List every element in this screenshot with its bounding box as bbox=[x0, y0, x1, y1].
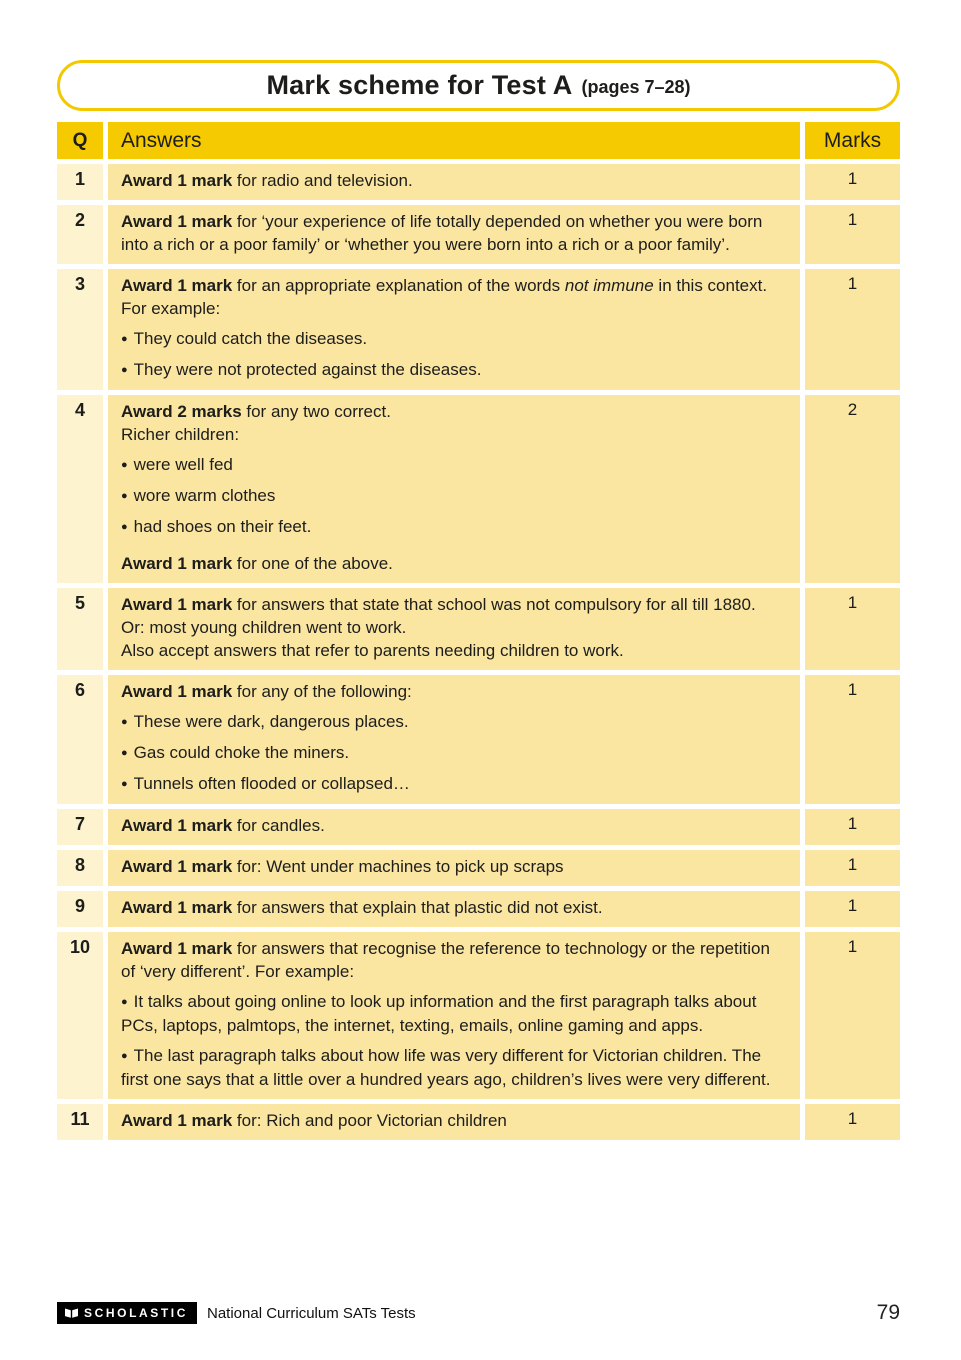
column-header-marks: Marks bbox=[805, 122, 900, 159]
marks-cell: 1 bbox=[805, 588, 900, 670]
marks-cell: 1 bbox=[805, 1104, 900, 1140]
question-number-cell: 3 bbox=[57, 269, 103, 390]
question-number-cell: 10 bbox=[57, 932, 103, 1099]
question-number-cell: 11 bbox=[57, 1104, 103, 1140]
answer-bullet: ● were well fed bbox=[121, 455, 233, 474]
answer-bullet: ● These were dark, dangerous places. bbox=[121, 712, 409, 731]
answer-cell bbox=[108, 205, 800, 264]
answer-cell bbox=[108, 395, 800, 583]
answer-paragraph: Award 1 mark for: Rich and poor Victorian children bbox=[121, 1111, 507, 1130]
answer-paragraph: Award 1 mark for radio and television. bbox=[121, 171, 413, 190]
answer-paragraph: Award 1 mark for one of the above. bbox=[121, 554, 393, 573]
mark-scheme-table bbox=[57, 122, 900, 1140]
bullet-icon: ● bbox=[121, 333, 128, 345]
answer-cell bbox=[108, 932, 800, 1099]
open-book-icon bbox=[64, 1307, 79, 1319]
question-number-cell: 8 bbox=[57, 850, 103, 886]
bullet-icon: ● bbox=[121, 490, 128, 502]
column-header-q: Q bbox=[57, 122, 103, 159]
marks-cell: 1 bbox=[805, 809, 900, 845]
answer-paragraph: Award 1 mark for: Went under machines to pick up scraps bbox=[121, 857, 564, 876]
page-footer bbox=[57, 1301, 900, 1325]
answer-cell bbox=[108, 850, 800, 886]
question-number-cell: 9 bbox=[57, 891, 103, 927]
question-number-cell: 1 bbox=[57, 164, 103, 200]
answer-paragraph: Or: most young children went to work. bbox=[121, 618, 407, 637]
series-title: National Curriculum SATs Tests bbox=[207, 1304, 416, 1322]
marks-cell: 1 bbox=[805, 891, 900, 927]
answer-bullet: ● had shoes on their feet. bbox=[121, 517, 312, 536]
answer-cell bbox=[108, 891, 800, 927]
column-header-answers: Answers bbox=[108, 122, 800, 159]
marks-cell: 1 bbox=[805, 932, 900, 1099]
title-box bbox=[57, 60, 900, 111]
bullet-icon: ● bbox=[121, 747, 128, 759]
answer-paragraph: Award 1 mark for answers that recognise the reference to technology or the repetition of ‘very different’. For example: bbox=[121, 939, 770, 981]
answer-paragraph: Award 1 mark for an appropriate explanation of the words not immune in this context. For example: bbox=[121, 276, 768, 318]
question-number-cell: 7 bbox=[57, 809, 103, 845]
answer-bullet: ● It talks about going online to look up information and the first paragraph talks about PCs, laptops, palmtops, the internet, texting, emails, online gaming and apps. bbox=[121, 992, 757, 1035]
answer-bullet: ● They were not protected against the diseases. bbox=[121, 360, 482, 379]
bullet-icon: ● bbox=[121, 716, 128, 728]
bullet-icon: ● bbox=[121, 364, 128, 376]
answer-cell bbox=[108, 1104, 800, 1140]
answer-cell bbox=[108, 588, 800, 670]
marks-cell: 1 bbox=[805, 269, 900, 390]
answer-paragraph: Award 1 mark for candles. bbox=[121, 816, 325, 835]
answer-bullet: ● wore warm clothes bbox=[121, 486, 276, 505]
bullet-icon: ● bbox=[121, 778, 128, 790]
page-number: 79 bbox=[876, 1301, 900, 1324]
marks-cell: 1 bbox=[805, 205, 900, 264]
answer-bullet: ● They could catch the diseases. bbox=[121, 329, 368, 348]
marks-cell: 1 bbox=[805, 164, 900, 200]
question-number-cell: 5 bbox=[57, 588, 103, 670]
question-number-cell: 6 bbox=[57, 675, 103, 804]
marks-cell: 2 bbox=[805, 395, 900, 583]
answer-bullet: ● Gas could choke the miners. bbox=[121, 743, 350, 762]
answer-cell bbox=[108, 269, 800, 390]
answer-paragraph: Award 1 mark for answers that state that school was not compulsory for all till 1880. bbox=[121, 595, 756, 614]
bullet-icon: ● bbox=[121, 1050, 128, 1062]
answer-paragraph: Richer children: bbox=[121, 425, 240, 444]
scholastic-logo bbox=[57, 1302, 197, 1324]
answer-cell bbox=[108, 164, 800, 200]
answer-paragraph: Award 1 mark for any of the following: bbox=[121, 682, 412, 701]
answer-paragraph: Award 2 marks for any two correct. bbox=[121, 402, 391, 421]
answer-cell bbox=[108, 809, 800, 845]
marks-cell: 1 bbox=[805, 850, 900, 886]
question-number-cell: 2 bbox=[57, 205, 103, 264]
answer-paragraph: Award 1 mark for answers that explain that plastic did not exist. bbox=[121, 898, 603, 917]
question-number-cell: 4 bbox=[57, 395, 103, 583]
scholastic-logo-text: SCHOLASTIC bbox=[84, 1306, 188, 1320]
bullet-icon: ● bbox=[121, 996, 128, 1008]
answer-cell bbox=[108, 675, 800, 804]
publisher-info bbox=[57, 1302, 416, 1324]
marks-cell: 1 bbox=[805, 675, 900, 804]
answer-paragraph: Award 1 mark for ‘your experience of life totally depended on whether you were born into a rich or a poor family’ or ‘whether you were born into a rich or a poor family’. bbox=[121, 212, 763, 254]
page-title-pages: (pages 7–28) bbox=[581, 77, 691, 97]
bullet-icon: ● bbox=[121, 459, 128, 471]
answer-paragraph: Also accept answers that refer to parents needing children to work. bbox=[121, 641, 624, 660]
answer-bullet: ● The last paragraph talks about how life was very different for Victorian children. The first one says that a little over a hundred years ago, children’s lives were very different. bbox=[121, 1046, 771, 1089]
answer-bullet: ● Tunnels often flooded or collapsed… bbox=[121, 774, 410, 793]
bullet-icon: ● bbox=[121, 521, 128, 533]
page-title: Mark scheme for Test A bbox=[266, 70, 573, 100]
